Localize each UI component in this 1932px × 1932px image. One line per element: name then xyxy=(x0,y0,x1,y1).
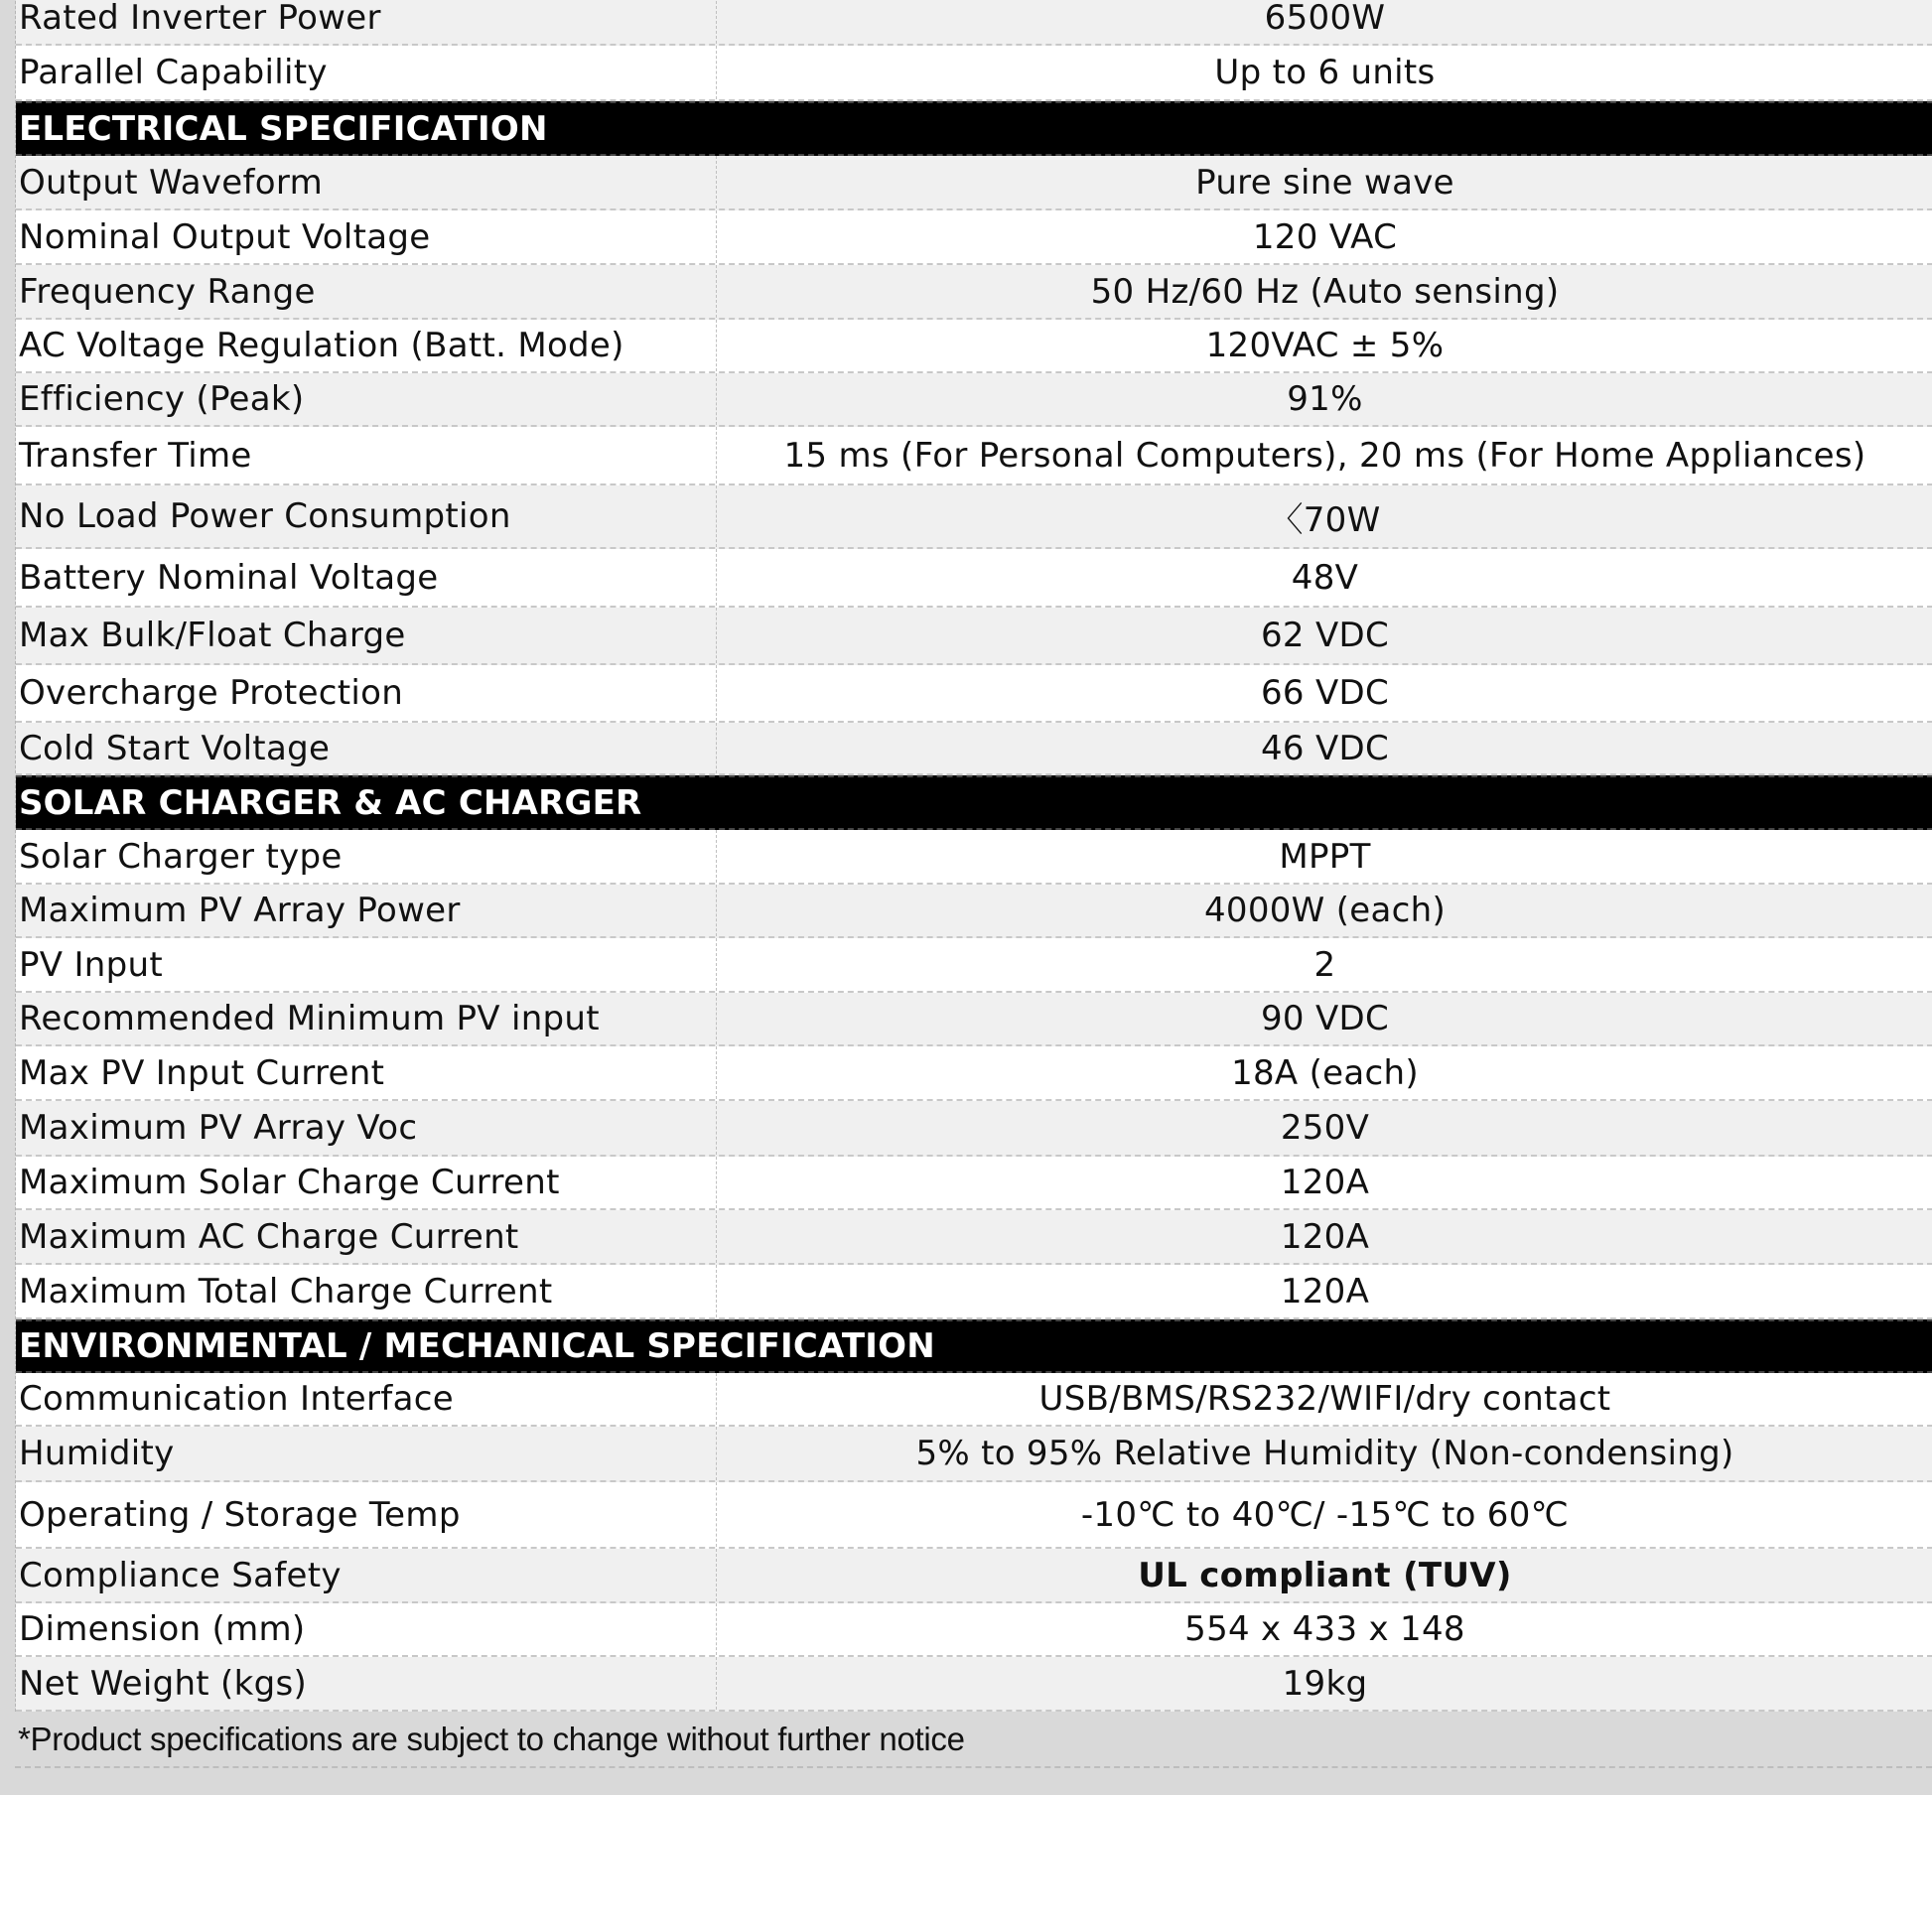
spec-label: Maximum PV Array Voc xyxy=(16,1101,717,1155)
spec-row xyxy=(16,1603,1932,1657)
spec-row xyxy=(16,830,1932,885)
spec-row xyxy=(16,1157,1932,1210)
spec-label: Maximum Total Charge Current xyxy=(16,1265,717,1317)
spec-value: 554 x 433 x 148 xyxy=(1184,1609,1465,1649)
spec-label: Operating / Storage Temp xyxy=(16,1482,717,1547)
spec-value: 120 VAC xyxy=(1252,216,1398,257)
spec-value: 120VAC ± 5% xyxy=(1205,326,1445,365)
spec-row xyxy=(16,210,1932,265)
spec-value: 48V xyxy=(1291,557,1359,598)
section-header xyxy=(16,775,1932,830)
spec-row xyxy=(16,885,1932,938)
spec-value: 250V xyxy=(1280,1108,1370,1148)
spec-row xyxy=(16,665,1932,723)
section-title: ENVIRONMENTAL / MECHANICAL SPECIFICATION xyxy=(19,1326,935,1366)
spec-label: AC Voltage Regulation (Batt. Mode) xyxy=(16,320,717,371)
spec-value: 5% to 95% Relative Humidity (Non-condensing) xyxy=(915,1434,1734,1473)
spec-row xyxy=(16,156,1932,210)
spec-label: Parallel Capability xyxy=(16,46,717,99)
spec-label: Compliance Safety xyxy=(16,1549,717,1601)
spec-label: PV Input xyxy=(16,938,717,991)
spec-label: Maximum AC Charge Current xyxy=(16,1210,717,1263)
section-header xyxy=(16,101,1932,156)
spec-label: Communication Interface xyxy=(16,1373,717,1425)
spec-value: 19kg xyxy=(1282,1663,1368,1704)
spec-row xyxy=(16,1210,1932,1265)
spec-label: Rated Inverter Power xyxy=(16,0,717,44)
section-title: ELECTRICAL SPECIFICATION xyxy=(19,108,548,149)
spec-row xyxy=(16,1265,1932,1319)
spec-label: No Load Power Consumption xyxy=(16,485,717,547)
spec-label: Recommended Minimum PV input xyxy=(16,993,717,1044)
spec-value: 62 VDC xyxy=(1260,616,1390,655)
spec-value: 6500W xyxy=(1264,0,1386,38)
spec-value: UL compliant (TUV) xyxy=(1138,1555,1512,1595)
spec-value: MPPT xyxy=(1279,836,1371,877)
spec-value: 〈70W xyxy=(1269,499,1381,540)
spec-label: Humidity xyxy=(16,1427,717,1480)
spec-label: Transfer Time xyxy=(16,427,717,483)
spec-label: Efficiency (Peak) xyxy=(16,373,717,425)
spec-row xyxy=(16,265,1932,320)
spec-row xyxy=(16,1482,1932,1549)
spec-value: USB/BMS/RS232/WIFI/dry contact xyxy=(1038,1379,1611,1419)
spec-row xyxy=(16,1373,1932,1427)
spec-value: -10℃ to 40℃/ -15℃ to 60℃ xyxy=(1080,1494,1570,1535)
spec-label: Nominal Output Voltage xyxy=(16,210,717,263)
spec-label: Max Bulk/Float Charge xyxy=(16,608,717,663)
spec-row xyxy=(16,723,1932,775)
spec-row xyxy=(16,1101,1932,1157)
spec-value: 46 VDC xyxy=(1260,728,1390,768)
spec-value: Pure sine wave xyxy=(1195,162,1454,203)
spec-label: Maximum PV Array Power xyxy=(16,885,717,936)
spec-label: Output Waveform xyxy=(16,156,717,208)
spec-row xyxy=(16,608,1932,665)
spec-row xyxy=(16,1549,1932,1603)
spec-label: Max PV Input Current xyxy=(16,1046,717,1099)
spec-value: 120A xyxy=(1280,1163,1370,1202)
spec-value: 120A xyxy=(1280,1216,1370,1257)
spec-value: Up to 6 units xyxy=(1214,53,1436,92)
spec-row xyxy=(16,373,1932,427)
spec-label: Battery Nominal Voltage xyxy=(16,549,717,606)
spec-label: Cold Start Voltage xyxy=(16,723,717,773)
spec-label: Overcharge Protection xyxy=(16,665,717,721)
spec-value: 120A xyxy=(1280,1271,1370,1311)
spec-row xyxy=(16,485,1932,549)
spec-value: 66 VDC xyxy=(1260,673,1390,713)
spec-row xyxy=(16,46,1932,101)
spec-row xyxy=(16,1427,1932,1482)
spec-value: 18A (each) xyxy=(1231,1052,1419,1093)
spec-value: 4000W (each) xyxy=(1203,891,1447,930)
spec-value: 50 Hz/60 Hz (Auto sensing) xyxy=(1090,271,1560,312)
spec-row xyxy=(16,993,1932,1046)
spec-label: Maximum Solar Charge Current xyxy=(16,1157,717,1208)
spec-label: Solar Charger type xyxy=(16,830,717,883)
spec-row xyxy=(16,1046,1932,1101)
footnote xyxy=(15,1712,1932,1768)
spec-value: 15 ms (For Personal Computers), 20 ms (For Home Appliances) xyxy=(783,435,1866,476)
spec-row xyxy=(16,320,1932,373)
spec-label: Net Weight (kgs) xyxy=(16,1657,717,1710)
spec-value: 90 VDC xyxy=(1260,999,1390,1038)
spec-label: Frequency Range xyxy=(16,265,717,318)
spec-row xyxy=(16,427,1932,485)
spec-row xyxy=(16,938,1932,993)
spec-table xyxy=(15,0,1932,1712)
spec-row xyxy=(16,1657,1932,1712)
spec-row xyxy=(16,549,1932,608)
section-title: SOLAR CHARGER & AC CHARGER xyxy=(19,782,642,823)
section-header xyxy=(16,1319,1932,1373)
footnote-text: *Product specifications are subject to change without further notice xyxy=(18,1720,965,1757)
spec-label: Dimension (mm) xyxy=(16,1603,717,1655)
spec-row xyxy=(16,0,1932,46)
spec-value: 91% xyxy=(1287,379,1363,419)
spec-value: 2 xyxy=(1313,944,1336,985)
